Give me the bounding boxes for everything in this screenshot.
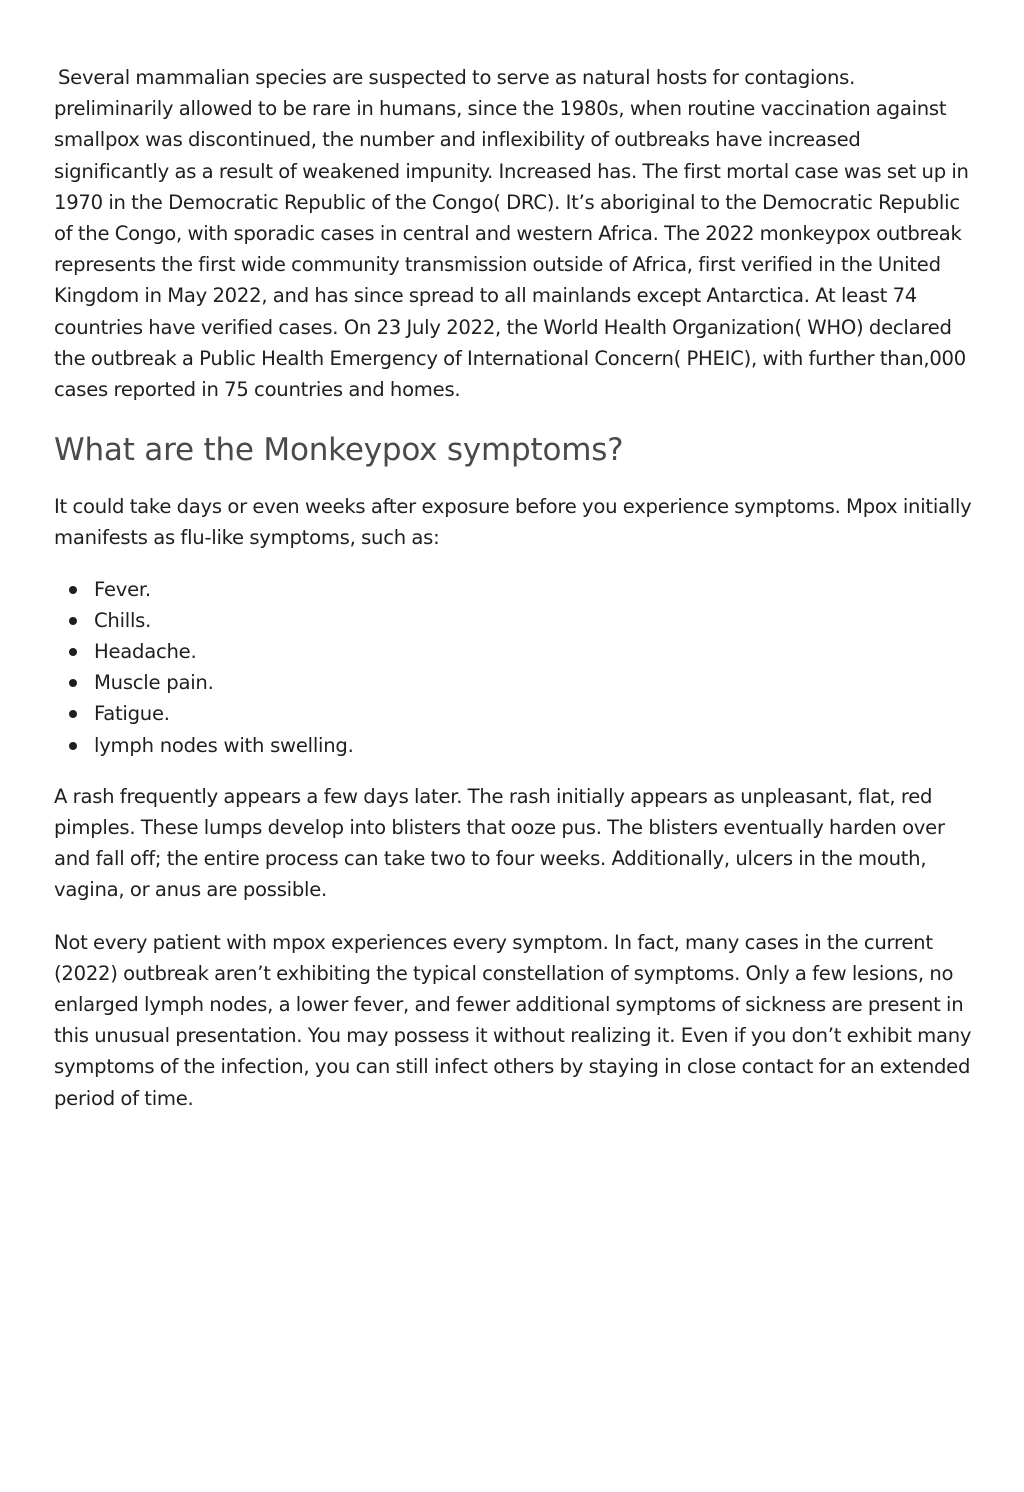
- list-item-text: lymph nodes with swelling.: [94, 733, 354, 757]
- article-body: [54, 62, 979, 1114]
- list-item-text: Muscle pain.: [94, 671, 214, 695]
- symptoms-intro-paragraph: It could take days or even weeks after exposure before you experience symptoms. Mpox initially manifests as flu-like symptoms, such as:: [54, 495, 972, 550]
- symptoms-heading: What are the Monkeypox symptoms?: [54, 432, 624, 469]
- list-item: [54, 667, 979, 698]
- bullet-icon: [69, 648, 77, 656]
- list-item-text: Fever.: [94, 577, 151, 601]
- bullet-icon: [69, 586, 77, 594]
- rash-paragraph: A rash frequently appears a few days later. The rash initially appears as unpleasant, flat, red pimples. These lumps develop into blisters that ooze pus. The blisters eventually harden over and fall off; the entire process can take two to four weeks. Additionally, ulcers in the mouth, vagina, or anus are possible.: [54, 784, 945, 902]
- list-item: [54, 730, 979, 761]
- list-item-text: Fatigue.: [94, 702, 170, 726]
- list-item: [54, 636, 979, 667]
- list-item-text: Headache.: [94, 640, 197, 664]
- bullet-icon: [69, 710, 77, 718]
- intro-paragraph: Several mammalian species are suspected to serve as natural hosts for contagions. preliminarily allowed to be rare in humans, since the 1980s, when routine vaccination against smallpox was discontinued, the number and inflexibility of outbreaks have increased significantly as a result of weakened impunity. Increased has. The first mortal case was set up in 1970 in the Democratic Republic of the Congo( DRC). It’s aboriginal to the Democratic Republic of the Congo, with sporadic cases in central and western Africa. The 2022 monkeypox outbreak represents the first wide community transmission outside of Africa, first verified in the United Kingdom in May 2022, and has since spread to all mainlands except Antarctica. At least 74 countries have verified cases. On 23 July 2022, the World Health Organization( WHO) declared the outbreak a Public Health Emergency of International Concern( PHEIC), with further than,000 cases reported in 75 countries and homes.: [54, 66, 969, 402]
- bullet-icon: [69, 742, 77, 750]
- list-item: [54, 605, 979, 636]
- list-item: [54, 698, 979, 729]
- list-item-text: Chills.: [94, 608, 152, 632]
- bullet-icon: [69, 679, 77, 687]
- list-item: [54, 574, 979, 605]
- atypical-presentation-paragraph: Not every patient with mpox experiences every symptom. In fact, many cases in the current (2022) outbreak aren’t exhibiting the typical constellation of symptoms. Only a few lesions, no enlarged lymph nodes, a lower fever, and fewer additional symptoms of sickness are present in this unusual presentation. You may possess it without realizing it. Even if you don’t exhibit many symptoms of the infection, you can still infect others by staying in close contact for an extended period of time.: [54, 930, 972, 1110]
- bullet-icon: [69, 617, 77, 625]
- symptoms-list: [54, 574, 979, 761]
